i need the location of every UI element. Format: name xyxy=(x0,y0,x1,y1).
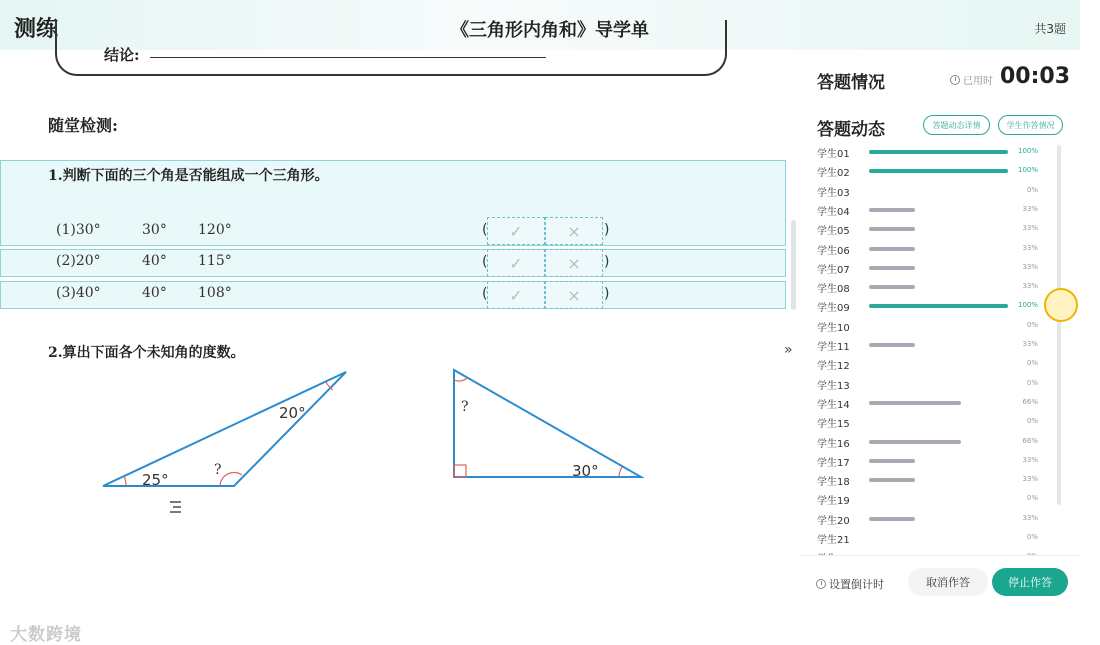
student-progress-bar xyxy=(869,266,915,270)
elapsed-time: 00:03 xyxy=(1000,64,1071,89)
option-2-check-button[interactable]: ✓ xyxy=(487,249,545,277)
student-row[interactable] xyxy=(800,374,1080,393)
student-percent: 66% xyxy=(1022,436,1038,445)
option-2-cross-button[interactable]: × xyxy=(545,249,603,277)
student-percent: 0% xyxy=(1026,494,1038,503)
triangle-2-right-angle-mark xyxy=(454,465,466,477)
student-percent: 66% xyxy=(1022,397,1038,406)
student-row[interactable] xyxy=(800,412,1080,431)
question-1-text: 判断下面的三个角是否能组成一个三角形。 xyxy=(62,168,329,184)
assistant-mascot-icon[interactable] xyxy=(1044,288,1078,322)
document-scrollbar[interactable] xyxy=(791,220,796,310)
triangle-2 xyxy=(454,370,641,480)
student-name: 学生18 xyxy=(817,477,850,489)
student-percent: 33% xyxy=(1022,282,1038,291)
triangle-2-angle-a-label: 30° xyxy=(572,462,599,480)
option-3-angle-3: 108° xyxy=(198,285,232,301)
student-row[interactable] xyxy=(800,470,1080,489)
student-percent: 33% xyxy=(1022,340,1038,348)
student-percent: 100% xyxy=(1017,301,1038,310)
student-name: 学生06 xyxy=(817,245,850,257)
student-progress-bar xyxy=(869,459,915,463)
student-progress-bar xyxy=(869,440,961,444)
student-percent: 0% xyxy=(1026,185,1038,194)
student-percent: 100% xyxy=(1017,166,1038,175)
student-progress-bar xyxy=(869,517,915,521)
student-percent: 33% xyxy=(1022,243,1038,252)
clock-icon xyxy=(950,75,960,85)
answer-status-panel xyxy=(800,50,1080,602)
elapsed-label-text: 已用时 xyxy=(963,76,993,87)
triangle-1-outline xyxy=(103,372,346,486)
student-name: 学生09 xyxy=(817,303,850,315)
student-row[interactable] xyxy=(800,258,1080,277)
student-row[interactable] xyxy=(800,432,1080,451)
paren-open-2: ( xyxy=(482,254,488,270)
conclusion-label: 结论: xyxy=(104,46,140,64)
student-status-button[interactable]: 学生作答情况 xyxy=(998,115,1063,135)
student-name: 学生11 xyxy=(817,342,850,353)
triangle-1 xyxy=(103,372,346,489)
student-row[interactable] xyxy=(800,239,1080,258)
student-row[interactable] xyxy=(800,181,1080,200)
cancel-answer-button[interactable]: 取消作答 xyxy=(908,568,988,596)
triangle-2-outline xyxy=(454,370,641,477)
triangle-2-angle-arc-a xyxy=(619,467,622,477)
triangle-1-angle-a-label: 25° xyxy=(142,471,169,489)
collapse-panel-icon[interactable]: » xyxy=(784,342,793,358)
student-percent: 0% xyxy=(1026,359,1038,368)
elapsed-label xyxy=(950,72,993,87)
student-percent: 100% xyxy=(1017,147,1038,155)
student-row[interactable] xyxy=(800,142,1080,161)
question-2-number: 2. xyxy=(48,345,63,361)
panel-title: 答题情况 xyxy=(817,73,885,93)
student-percent: 33% xyxy=(1022,224,1038,233)
app-title: 测练 xyxy=(14,17,59,42)
student-row[interactable] xyxy=(800,354,1080,373)
option-3-check-button[interactable]: ✓ xyxy=(487,281,545,309)
student-row[interactable] xyxy=(800,296,1080,315)
student-name: 学生04 xyxy=(817,206,850,218)
student-name: 学生20 xyxy=(817,515,850,527)
list-icon xyxy=(170,502,181,512)
student-name: 学生03 xyxy=(817,187,850,199)
triangle-2-unknown-label: ? xyxy=(461,399,469,415)
student-progress-bar xyxy=(869,478,915,482)
student-name: 学生17 xyxy=(817,457,850,469)
paren-close-1: ) xyxy=(604,222,610,238)
triangle-1-angle-arc-a xyxy=(124,476,126,486)
option-1-angle-2: 30° xyxy=(142,222,167,238)
student-row[interactable] xyxy=(800,219,1080,238)
student-percent: 33% xyxy=(1022,204,1038,213)
student-row[interactable] xyxy=(800,200,1080,219)
student-name: 学生01 xyxy=(817,149,850,160)
option-2-angle-2: 40° xyxy=(142,253,167,269)
timer-icon xyxy=(816,579,826,589)
student-percent: 0% xyxy=(1026,417,1038,426)
set-countdown-button[interactable] xyxy=(816,576,884,592)
option-1-cross-button[interactable]: × xyxy=(545,217,603,245)
student-name: 学生15 xyxy=(817,419,850,431)
option-2-angle-3: 115° xyxy=(198,253,232,269)
triangle-2-angle-arc-unknown xyxy=(454,378,467,381)
triangle-1-angle-arc-unknown xyxy=(220,472,242,486)
option-2-angle-1: (2)20° xyxy=(56,253,101,269)
student-progress-bar xyxy=(869,150,1008,154)
question-2-text: 算出下面各个未知角的度数。 xyxy=(62,345,245,361)
panel-scrollbar[interactable] xyxy=(1057,145,1061,505)
dynamics-detail-button[interactable]: 答题动态详情 xyxy=(923,115,990,135)
student-percent: 33% xyxy=(1022,513,1038,522)
student-name: 学生14 xyxy=(817,399,850,411)
student-row[interactable] xyxy=(800,528,1080,547)
student-progress-bar xyxy=(869,304,1008,308)
student-name: 学生12 xyxy=(817,361,850,373)
student-progress-bar xyxy=(869,285,915,289)
student-row[interactable] xyxy=(800,277,1080,296)
student-progress-bar xyxy=(869,247,915,251)
option-3-angle-1: (3)40° xyxy=(56,285,101,301)
option-1-angle-1: (1)30° xyxy=(56,222,101,238)
watermark-logo: 大数跨境 xyxy=(10,625,82,645)
triangle-1-unknown-label: ? xyxy=(214,462,222,478)
paren-open-1: ( xyxy=(482,222,488,238)
document-area xyxy=(0,46,800,645)
student-name: 学生13 xyxy=(817,380,850,392)
student-name: 学生16 xyxy=(817,438,850,450)
student-percent: 33% xyxy=(1022,455,1038,464)
student-progress-bar xyxy=(869,343,915,347)
student-progress-bar xyxy=(869,401,961,405)
student-name: 学生05 xyxy=(817,226,850,238)
dynamics-title: 答题动态 xyxy=(817,120,885,140)
student-percent: 33% xyxy=(1022,475,1038,484)
student-progress-bar xyxy=(869,169,1008,173)
question-1-number: 1. xyxy=(48,168,63,184)
set-countdown-label: 设置倒计时 xyxy=(829,578,884,591)
student-percent: 0% xyxy=(1026,378,1038,387)
student-progress-list xyxy=(800,142,1080,552)
student-percent: 0% xyxy=(1026,533,1038,541)
paren-open-3: ( xyxy=(482,286,488,302)
student-name: 学生02 xyxy=(817,168,850,180)
paren-close-3: ) xyxy=(604,286,610,302)
question-count: 共3题 xyxy=(1034,22,1066,36)
student-percent: 0% xyxy=(1026,320,1038,329)
stop-answer-button[interactable]: 停止作答 xyxy=(992,568,1068,596)
student-row[interactable] xyxy=(800,509,1080,528)
option-3-cross-button[interactable]: × xyxy=(545,281,603,309)
student-name: 学生08 xyxy=(817,284,850,296)
student-row[interactable] xyxy=(800,451,1080,470)
student-row[interactable] xyxy=(800,335,1080,354)
student-percent: 33% xyxy=(1022,262,1038,271)
student-name: 学生21 xyxy=(817,535,850,546)
student-row[interactable] xyxy=(800,161,1080,180)
student-row[interactable] xyxy=(800,393,1080,412)
student-name: 学生07 xyxy=(817,264,850,276)
document-title: 《三角形内角和》导学单 xyxy=(451,20,649,41)
section-heading: 随堂检测: xyxy=(48,116,118,135)
triangle-figures xyxy=(0,50,800,602)
triangle-1-angle-b-label: 20° xyxy=(279,404,306,422)
student-progress-bar xyxy=(869,208,915,212)
student-name: 学生19 xyxy=(817,496,850,508)
student-row[interactable] xyxy=(800,316,1080,335)
option-3-angle-2: 40° xyxy=(142,285,167,301)
student-row[interactable] xyxy=(800,489,1080,508)
option-1-angle-3: 120° xyxy=(198,222,232,238)
paren-close-2: ) xyxy=(604,254,610,270)
panel-footer xyxy=(800,555,1080,602)
option-1-check-button[interactable]: ✓ xyxy=(487,217,545,245)
student-progress-bar xyxy=(869,227,915,231)
student-name: 学生10 xyxy=(817,322,850,334)
